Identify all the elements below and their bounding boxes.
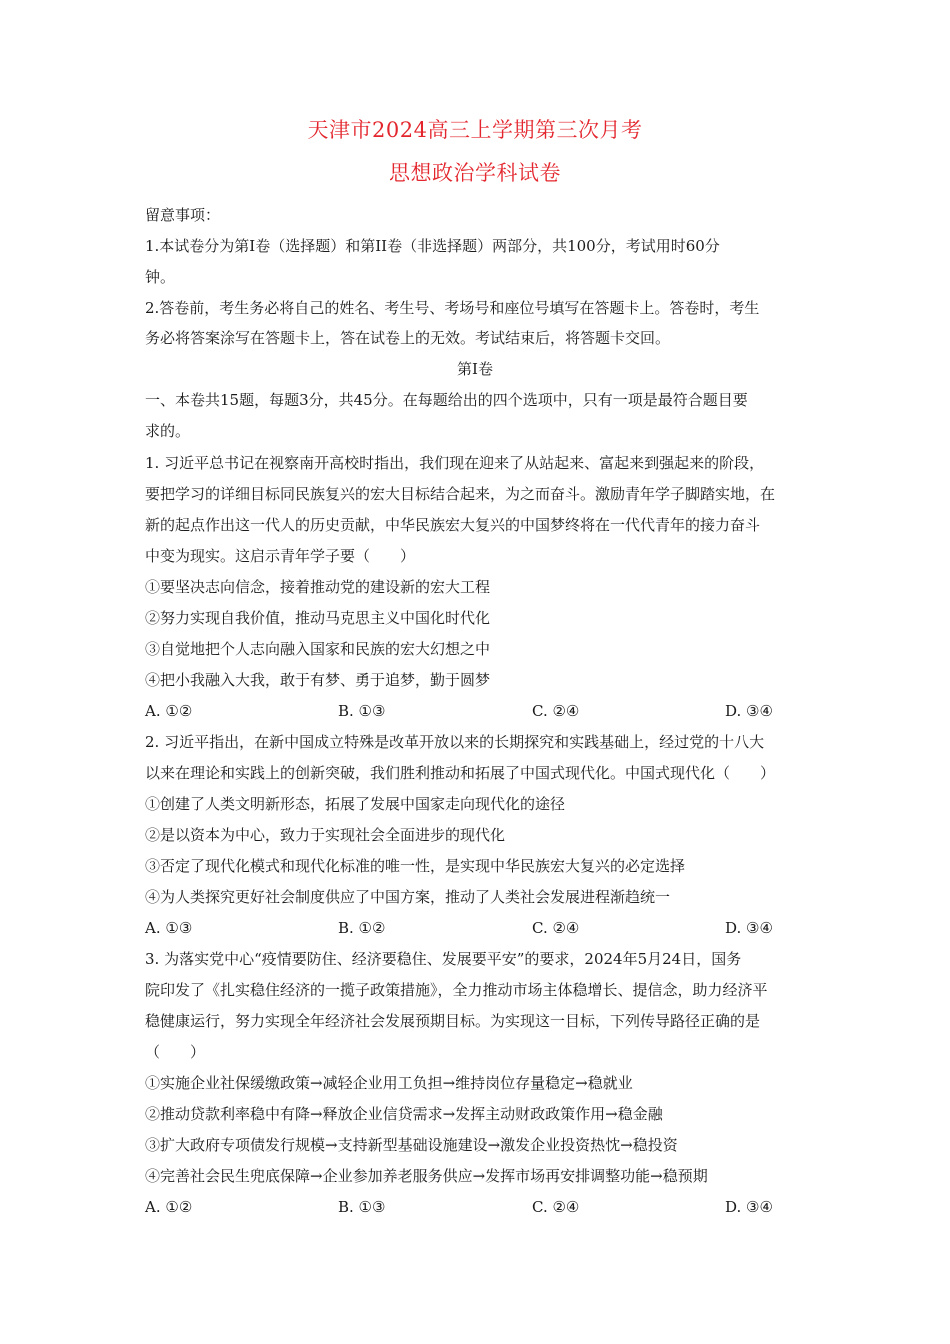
option-a[interactable]: A. ①② [145,702,193,720]
question-1-stem: 中变为现实。这启示青年学子要（ ） [145,547,416,565]
option-b[interactable]: B. ①③ [338,702,386,720]
question-3-stem: 院印发了《扎实稳住经济的一揽子政策措施》，全力推动市场主体稳增长、提信念，助力经济平 [145,981,768,999]
option-a[interactable]: A. ①③ [145,919,193,937]
notice-line: 2.答卷前，考生务必将自己的姓名、考生号、考场号和座位号填写在答题卡上。答卷时，考生 [145,299,760,317]
question-1-stem: 新的起点作出这一代人的历史贡献，中华民族宏大复兴的中国梦终将在一代代青年的接力奋斗 [145,516,761,534]
notice-line: 1.本试卷分为第Ⅰ卷（选择题）和第II卷（非选择题）两部分，共100分，考试用时60分 [145,237,720,255]
option-a[interactable]: A. ①② [145,1198,193,1216]
question-3-statement: ①实施企业社保缓缴政策→减轻企业用工负担→维持岗位存量稳定→稳就业 [145,1074,633,1092]
question-2-stem: 2. 习近平指出，在新中国成立特殊是改革开放以来的长期探究和实践基础上，经过党的十八大 [145,733,765,751]
section-heading: 第Ⅰ卷 [457,360,493,378]
exam-subject-title: 思想政治学科试卷 [389,161,561,185]
notice-heading: 留意事项： [145,206,221,224]
notice-line: 钟。 [145,268,176,286]
question-1-stem: 要把学习的详细目标同民族复兴的宏大目标结合起来，为之而奋斗。激励青年学子脚踏实地，在 [145,485,776,503]
question-3-statement: ②推动贷款利率稳中有降→释放企业信贷需求→发挥主动财政政策作用→稳金融 [145,1105,663,1123]
notice-line: 务必将答案涂写在答题卡上，答在试卷上的无效。考试结束后，将答题卡交回。 [145,329,671,347]
question-2-statement: ①创建了人类文明新形态，拓展了发展中国家走向现代化的途径 [145,795,566,813]
question-1-statement: ②努力实现自我价值，推动马克思主义中国化时代化 [145,609,491,627]
option-c[interactable]: C. ②④ [532,919,580,937]
section-instruction: 求的。 [145,422,191,440]
section-instruction: 一、本卷共15题，每题3分，共45分。在每题给出的四个选项中，只有一项是最符合题目要 [145,391,748,409]
question-3-options [145,1197,815,1217]
exam-title: 天津市2024高三上学期第三次月考 [307,118,643,142]
question-1-statement: ①要坚决志向信念，接着推动党的建设新的宏大工程 [145,578,491,596]
question-2-statement: ②是以资本为中心，致力于实现社会全面进步的现代化 [145,826,506,844]
question-3-stem: 稳健康运行，努力实现全年经济社会发展预期目标。为实现这一目标，下列传导路径正确的是 [145,1012,761,1030]
question-3-stem: （ ） [145,1043,206,1061]
option-d[interactable]: D. ③④ [725,1198,773,1216]
question-2-options [145,918,815,938]
question-2-statement: ③否定了现代化模式和现代化标准的唯一性，是实现中华民族宏大复兴的必定选择 [145,857,686,875]
option-b[interactable]: B. ①③ [338,1198,386,1216]
option-d[interactable]: D. ③④ [725,919,773,937]
question-1-statement: ③自觉地把个人志向融入国家和民族的宏大幻想之中 [145,640,491,658]
question-3-statement: ③扩大政府专项债发行规模→支持新型基础设施建设→激发企业投资热忱→稳投资 [145,1136,678,1154]
question-2-stem: 以来在理论和实践上的创新突破，我们胜利推动和拓展了中国式现代化。中国式现代化（ ） [145,764,776,782]
option-c[interactable]: C. ②④ [532,702,580,720]
option-b[interactable]: B. ①② [338,919,386,937]
question-2-statement: ④为人类探究更好社会制度供应了中国方案，推动了人类社会发展进程渐趋统一 [145,888,671,906]
question-3-stem: 3. 为落实党中心“疫情要防住、经济要稳住、发展要平安”的要求，2024年5月24日，国务 [145,950,742,968]
question-1-statement: ④把小我融入大我，敢于有梦、勇于追梦，勤于圆梦 [145,671,491,689]
question-3-statement: ④完善社会民生兜底保障→企业参加养老服务供应→发挥市场再安排调整功能→稳预期 [145,1167,708,1185]
question-1-options [145,701,815,721]
option-c[interactable]: C. ②④ [532,1198,580,1216]
question-1-stem: 1. 习近平总书记在视察南开高校时指出，我们现在迎来了从站起来、富起来到强起来的阶段， [145,454,765,472]
option-d[interactable]: D. ③④ [725,702,773,720]
